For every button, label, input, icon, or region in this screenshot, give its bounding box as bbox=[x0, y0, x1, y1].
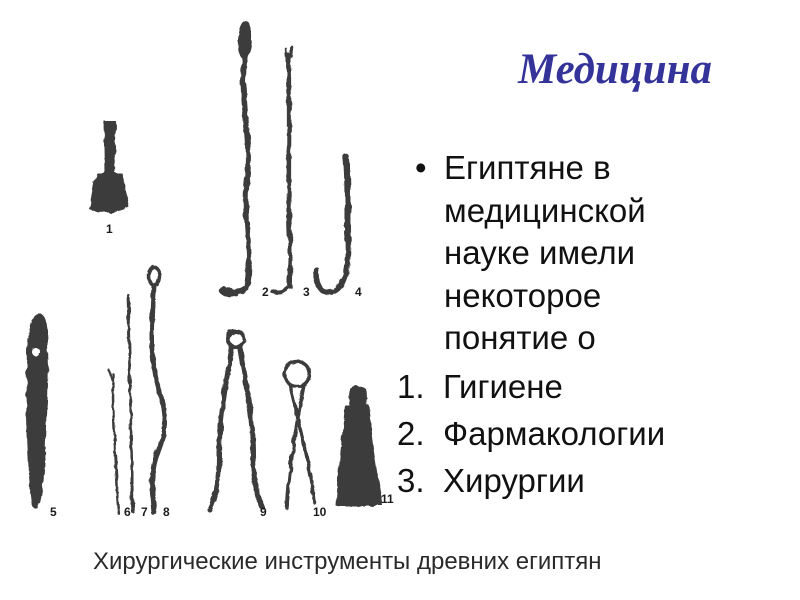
bullet-item bbox=[415, 147, 646, 360]
instrument-label: 4 bbox=[355, 285, 362, 299]
instrument-pincers bbox=[285, 362, 315, 509]
instrument-label: 11 bbox=[381, 492, 394, 506]
list-item-label: Фармакологии bbox=[443, 415, 666, 452]
instrument-blade bbox=[26, 314, 48, 509]
bullet-text bbox=[444, 147, 646, 360]
instrument-label: 1 bbox=[106, 222, 113, 236]
list-item-label: Хирургии bbox=[443, 462, 585, 499]
instrument-axe-blade bbox=[336, 386, 383, 506]
instrument-label: 5 bbox=[50, 505, 57, 519]
list-item-label: Гигиене bbox=[443, 368, 563, 405]
page-title: Медицина bbox=[517, 46, 713, 93]
bullet-text-line: понятие о bbox=[444, 319, 596, 356]
instrument-label: 3 bbox=[303, 285, 310, 299]
instrument-label: 7 bbox=[141, 505, 148, 519]
instruments-figure bbox=[0, 0, 420, 545]
list-item bbox=[397, 457, 665, 504]
list-item-number: 3. bbox=[397, 462, 425, 499]
instrument-chisel bbox=[89, 121, 129, 213]
bullet-text-line: Египтяне в bbox=[444, 149, 611, 186]
instrument-forceps bbox=[210, 331, 262, 510]
list-item-number: 1. bbox=[397, 368, 425, 405]
numbered-list bbox=[397, 363, 665, 504]
instruments-engraving bbox=[0, 0, 420, 545]
instrument-stylus bbox=[128, 295, 133, 512]
bullet-marker: • bbox=[415, 149, 427, 186]
slide-content bbox=[395, 0, 800, 545]
bullet-text-line: некоторое bbox=[444, 276, 602, 314]
bullet-text-line: науке имели bbox=[444, 234, 636, 271]
list-item-number: 2. bbox=[397, 415, 425, 452]
instrument-label: 6 bbox=[124, 505, 131, 519]
list-item bbox=[397, 363, 665, 410]
instrument-label: 9 bbox=[260, 505, 267, 519]
instrument-hook bbox=[316, 157, 348, 293]
instrument-needle bbox=[109, 370, 119, 514]
instrument-rod bbox=[272, 47, 292, 292]
instrument-label: 2 bbox=[262, 285, 269, 299]
instrument-label: 8 bbox=[163, 505, 170, 519]
figure-caption: Хирургические инструменты древних египтян bbox=[93, 548, 602, 575]
bullet-text-line: медицинской bbox=[444, 191, 646, 229]
list-item bbox=[397, 410, 665, 457]
instrument-label: 10 bbox=[313, 505, 327, 519]
instrument-curved-probe bbox=[149, 267, 165, 513]
instrument-probe-long bbox=[217, 21, 253, 299]
